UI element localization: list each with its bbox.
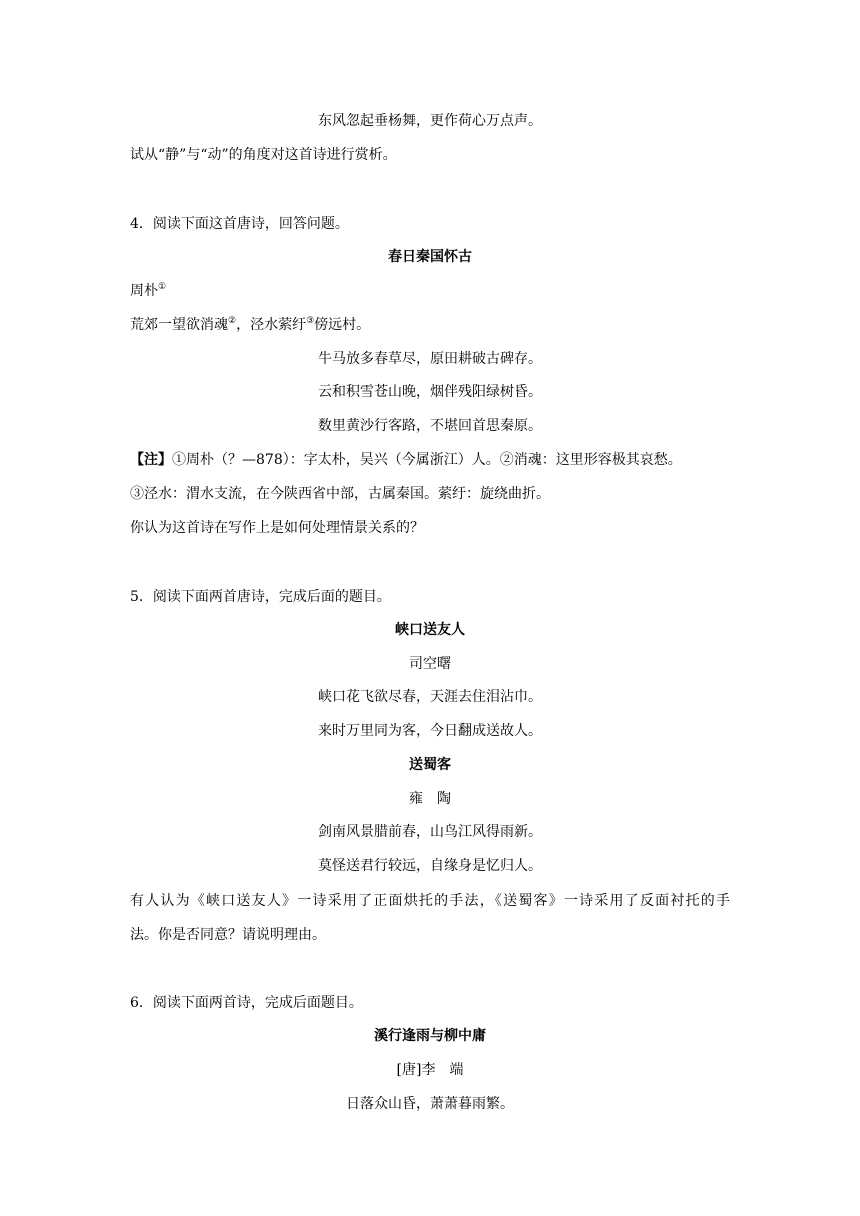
question-5-intro: 5．阅读下面两首唐诗，完成后面的题目。 <box>130 589 391 605</box>
note-text: ①周朴（？—878）：字太朴，吴兴（今属浙江）人。②消魂：这里形容极其哀愁。 <box>172 452 682 468</box>
note-tag: 【注】 <box>130 452 172 468</box>
poem-title: 送蜀客 <box>409 757 451 773</box>
question-prompt: 试从“静”与“动”的角度对这首诗进行赏析。 <box>130 147 397 163</box>
poem-author: 司空曙 <box>409 656 451 672</box>
verse-segment: ，泾水萦纡 <box>236 317 307 333</box>
poem-verse: 来时万里同为客，今日翻成送故人。 <box>318 723 542 739</box>
poem-title: 峡口送友人 <box>395 622 465 638</box>
author-name: 周朴 <box>130 283 158 299</box>
verse-segment: 荒郊一望欲消魂 <box>130 317 228 333</box>
poem-author: 雍 陶 <box>409 791 451 807</box>
question-6-intro: 6．阅读下面两首诗，完成后面题目。 <box>130 995 363 1011</box>
poem-title: 溪行逢雨与柳中庸 <box>374 1028 486 1044</box>
poem-verse <box>130 315 370 335</box>
footnote-mark: ③ <box>306 316 315 326</box>
question-prompt: 法。你是否同意？请说明理由。 <box>130 927 326 943</box>
poem-verse: 日落众山昏，萧萧暮雨繁。 <box>346 1096 514 1112</box>
question-prompt: 有人认为《峡口送友人》一诗采用了正面烘托的手法，《送蜀客》一诗采用了反面衬托的手 <box>130 893 730 909</box>
footnote-mark: ② <box>228 316 237 326</box>
question-4-intro: 4．阅读下面这首唐诗，回答问题。 <box>130 216 349 232</box>
poem-author <box>130 281 166 301</box>
poem-notes: ③泾水：渭水支流，在今陕西省中部，古属秦国。萦纡：旋绕曲折。 <box>130 486 550 502</box>
poem-verse: 东风忽起垂杨舞，更作荷心万点声。 <box>318 113 542 129</box>
poem-author: [唐]李 端 <box>396 1062 464 1078</box>
question-prompt: 你认为这首诗在写作上是如何处理情景关系的？ <box>130 520 424 536</box>
verse-segment: 傍远村。 <box>314 317 371 333</box>
poem-verse: 数里黄沙行客路，不堪回首思秦原。 <box>318 418 542 434</box>
poem-verse: 莫怪送君行较远，自缘身是忆归人。 <box>318 858 542 874</box>
poem-title: 春日秦国怀古 <box>388 249 472 265</box>
poem-notes <box>130 450 682 470</box>
poem-verse: 峡口花飞欲尽春，天涯去住泪沾巾。 <box>318 689 542 705</box>
poem-verse: 牛马放多春草尽，原田耕破古碑存。 <box>318 351 542 367</box>
footnote-mark: ① <box>158 282 167 292</box>
poem-verse: 剑南风景腊前春，山鸟江风得雨新。 <box>318 824 542 840</box>
poem-verse: 云和积雪苍山晚，烟伴残阳绿树昏。 <box>318 384 542 400</box>
